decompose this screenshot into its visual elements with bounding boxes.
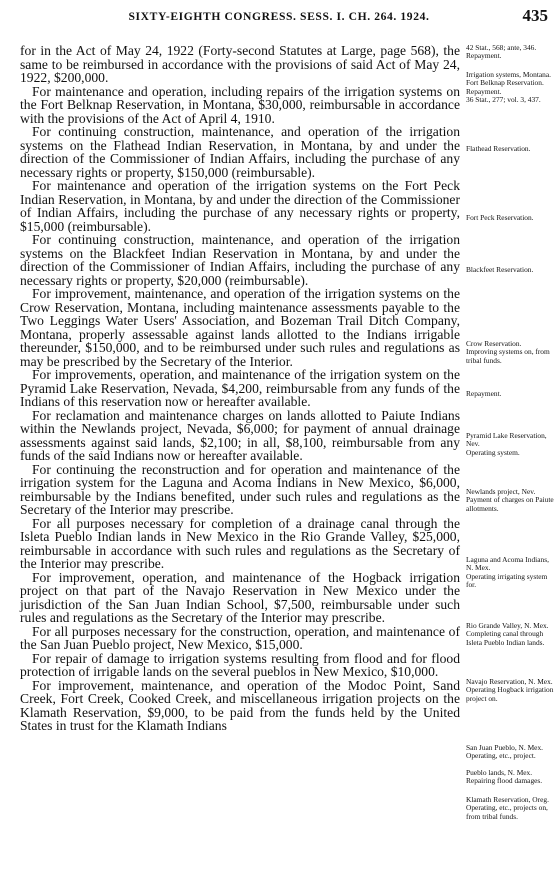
statute-body — [20, 44, 460, 733]
paragraph-hogback: For improvement, operation, and maintenance of the Hogback irrigation project on that part of the Navajo Reservation in New Mexico under the jurisdiction of the San Juan Indian School, $7,500, reimbursable under such rules and regulations as the Secretary of the Interior may prescribe. — [20, 569, 460, 625]
margin-note: Rio Grande Valley, N. Mex. Completing canal through Isleta Pueblo Indian lands. — [466, 621, 549, 647]
margin-note: 42 Stat., 568; ante, 346. Repayment. — [466, 43, 537, 61]
paragraph-pueblo-lands: For repair of damage to irrigation systems resulting from flood and for flood protection of irrigable lands on the several pueblos in New Mexico, $10,000. — [20, 650, 460, 679]
paragraph-newlands: For reclamation and maintenance charges on lands allotted to Paiute Indians within the Newlands project, Nevada, $6,000; for payment of annual drainage assessments against said lands, $2,100; in all, $8,100, reimbursable from any funds of the said Indians now or hereafter available. — [20, 407, 460, 463]
paragraph-klamath: For improvement, maintenance, and operation of the Modoc Point, Sand Creek, Fort Creek, Cooked Creek, and miscellaneous irrigation projects on the Klamath Reservation, $9,000, to be paid from the funds held by the United States in trust for the Klamath Indians — [20, 677, 460, 733]
paragraph-pyramid-lake: For improvements, operation, and maintenance of the irrigation system on the Pyramid Lake Reservation, Nevada, $4,200, reimbursable from any funds of the Indians of this reservation now or hereafter available. — [20, 367, 460, 409]
margin-note: Laguna and Acoma Indians, N. Mex. Operating irrigating system for. — [466, 555, 549, 589]
margin-note: Blackfeet Reservation. — [466, 265, 534, 274]
margin-note: Klamath Reservation, Oreg. Operating, etc., projects on, from tribal funds. — [466, 795, 549, 821]
paragraph-fort-peck: For maintenance and operation of the irrigation systems on the Fort Peck Indian Reservation, in Montana, by and under the direction of the Commissioner of Indian Affairs, including the purchase of any necessary rights or property, $15,000 (reimbursable). — [20, 178, 460, 234]
margin-note: San Juan Pueblo, N. Mex. Operating, etc., project. — [466, 743, 543, 761]
paragraph-fort-belknap: For maintenance and operation, including repairs of the irrigation systems on the Fort Belknap Reservation, in Montana, $30,000, reimbursable in accordance with the provisions of the Act of April 4, 1910. — [20, 83, 460, 126]
paragraph-san-juan: For all purposes necessary for the construction, operation, and maintenance of the San Juan Pueblo project, New Mexico, $15,000. — [20, 623, 460, 652]
page-number: 435 — [522, 6, 548, 25]
margin-note: Pyramid Lake Reservation, Nev. Operating system. — [466, 431, 547, 457]
margin-note: Fort Peck Reservation. — [466, 213, 534, 222]
margin-note: Flathead Reservation. — [466, 144, 531, 153]
margin-note: Pueblo lands, N. Mex. Repairing flood damages. — [466, 768, 543, 786]
paragraph-continuation: for in the Act of May 24, 1922 (Forty-second Statutes at Large, page 568), the same to be reimbursed in accordance with the provisions of said Act of May 24, 1922, $200,000. — [20, 43, 460, 85]
paragraph-blackfeet: For continuing construction, maintenance, and operation of the irrigation systems on the Blackfeet Indian Reservation in Montana, by and under the direction of the Commissioner of Indian Affairs, including the purchase of any necessary rights or property, $20,000 (reimbursable). — [20, 232, 460, 288]
margin-note: Repayment. — [466, 389, 502, 398]
page-header — [10, 6, 548, 28]
paragraph-flathead: For continuing construction, maintenance, and operation of the irrigation systems on the Flathead Indian Reservation, in Montana, by and under the direction of the Commissioner of Indian Affairs, including the purchase of any necessary rights or property, $150,000 (reimbursable). — [20, 124, 460, 180]
margin-note: Crow Reservation. Improving systems on, from tribal funds. — [466, 339, 550, 365]
paragraph-laguna-acoma: For continuing the reconstruction and for operation and maintenance of the irrigation system for the Laguna and Acoma Indians in New Mexico, $6,000, reimbursable by the Indians benefited, under such rules and regulations as the Secretary of the Interior may prescribe. — [20, 461, 460, 517]
margin-note: Newlands project, Nev. Payment of charges on Paiute allotments. — [466, 487, 554, 513]
running-head: SIXTY-EIGHTH CONGRESS. SESS. I. CH. 264. 1924. — [128, 10, 430, 23]
margin-note: Irrigation systems, Montana. Fort Belknap Reservation. Repayment. 36 Stat., 277; vol. 3, 437. — [466, 70, 551, 104]
paragraph-crow: For improvement, maintenance, and operation of the irrigation systems on the Crow Reservation, Montana, including maintenance assessments payable to the Two Leggings Water Users' Association, and Bozeman Trail Ditch Company, Montana, properly assessable against lands allotted to the Indians irrigable thereunder, $150,000, and to be reimbursed under such rules and regulations as may be prescribed by the Secretary of the Interior. — [20, 286, 460, 369]
margin-note: Navajo Reservation, N. Mex. Operating Hogback irrigation project on. — [466, 677, 554, 703]
paragraph-rio-grande: For all purposes necessary for completion of a drainage canal through the Isleta Pueblo Indian lands in New Mexico in the Rio Grande Valley, $25,000, reimbursable in accordance with such rules and regulations as the Secretary of the Interior may prescribe. — [20, 515, 460, 571]
